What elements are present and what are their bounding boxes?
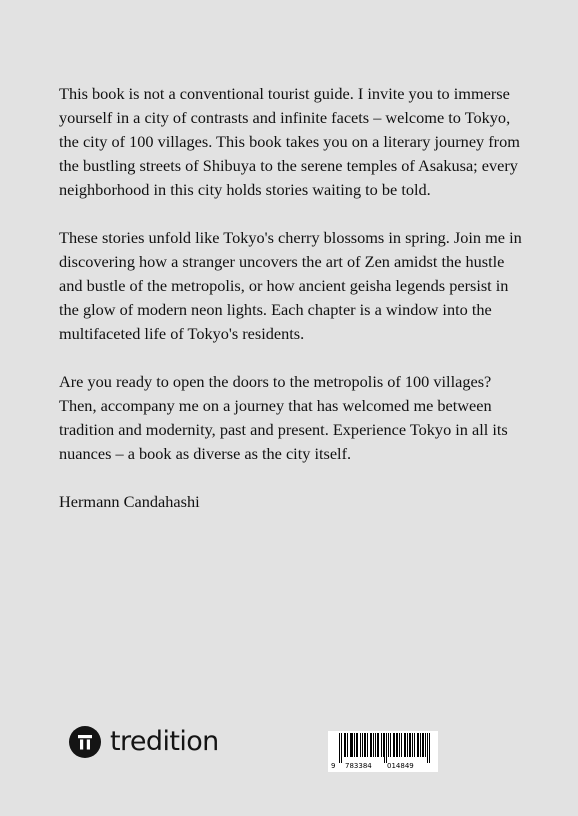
publisher-logo xyxy=(69,726,219,758)
barcode-bar xyxy=(396,733,397,757)
barcode-bar xyxy=(417,733,418,757)
barcode-bar xyxy=(370,733,371,757)
barcode-bar xyxy=(410,733,411,757)
barcode-bar xyxy=(405,733,406,757)
blurb-paragraph-2: These stories unfold like Tokyo's cherry blossoms in spring. Join me in discovering how a stranger uncovers the art of Zen amidst the hustle and bustle of the metropolis, or how ancient geisha legends persist in the glow of modern neon lights. Each chapter is a window into the multifaceted life of Tokyo's residents. xyxy=(59,228,522,343)
back-cover-blurb xyxy=(59,82,529,538)
barcode-bar xyxy=(422,733,423,757)
barcode-bar xyxy=(399,733,400,757)
barcode-digits-left: 783384 xyxy=(345,762,372,770)
barcode-bar xyxy=(386,733,387,763)
publisher-name: tredition xyxy=(110,726,219,757)
tredition-logo-icon xyxy=(69,726,101,758)
isbn-barcode xyxy=(328,731,438,772)
barcode-bar xyxy=(409,733,410,757)
barcode-bar xyxy=(364,733,365,757)
barcode-bar xyxy=(420,733,421,757)
barcode-bar xyxy=(352,733,353,757)
barcode-digits-right: 014849 xyxy=(387,762,414,770)
barcode-bar xyxy=(354,733,355,757)
barcode-bar xyxy=(384,733,385,763)
barcode-bar xyxy=(383,733,384,757)
barcode-bar xyxy=(397,733,398,757)
barcode-bar xyxy=(381,733,382,757)
blurb-paragraph-1: This book is not a conventional tourist guide. I invite you to immerse yourself in a city of contrasts and infinite facets – welcome to Tokyo, the city of 100 villages. This book takes you on a literary journey from the bustling streets of Shibuya to the serene temples of Asakusa; every neighborhood in this city holds stories waiting to be told. xyxy=(59,84,520,199)
barcode-bar xyxy=(339,733,340,763)
barcode-bar xyxy=(347,733,348,757)
barcode-bar xyxy=(341,733,342,763)
barcode-bar xyxy=(351,733,352,757)
barcode-bar xyxy=(423,733,424,757)
barcode-bar xyxy=(401,733,402,757)
barcode-bar xyxy=(373,733,374,757)
barcode-bar xyxy=(360,733,361,757)
barcode-bar xyxy=(356,733,357,757)
barcode-bar xyxy=(429,733,430,763)
barcode-bar xyxy=(357,733,358,757)
barcode-bar xyxy=(365,733,366,757)
barcode-bar xyxy=(362,733,363,757)
barcode-bar xyxy=(418,733,419,757)
barcode-bar xyxy=(388,733,389,757)
barcode-bar xyxy=(350,733,351,757)
barcode-bar xyxy=(344,733,345,757)
barcode-bar xyxy=(425,733,426,757)
barcode-bar xyxy=(404,733,405,757)
barcode-bar xyxy=(412,733,413,757)
barcode-bar xyxy=(377,733,378,757)
barcode-digit-first: 9 xyxy=(331,762,336,770)
blurb-paragraph-3: Are you ready to open the doors to the metropolis of 100 villages? Then, accompany me on a journey that has welcomed me between tradition and modernity, past and present. Experience Tokyo in all its nuances – a book as diverse as the city itself. xyxy=(59,372,508,463)
barcode-bar xyxy=(378,733,379,757)
barcode-bar xyxy=(393,733,394,757)
barcode-bar xyxy=(375,733,376,757)
barcode-bar xyxy=(371,733,372,757)
barcode-bar xyxy=(345,733,346,757)
barcode-bar xyxy=(414,733,415,757)
barcode-bar xyxy=(407,733,408,757)
barcode-bar xyxy=(367,733,368,757)
author-name: Hermann Candahashi xyxy=(59,492,200,511)
barcode-bar xyxy=(394,733,395,757)
barcode-bar xyxy=(427,733,428,763)
barcode-bar xyxy=(390,733,391,757)
